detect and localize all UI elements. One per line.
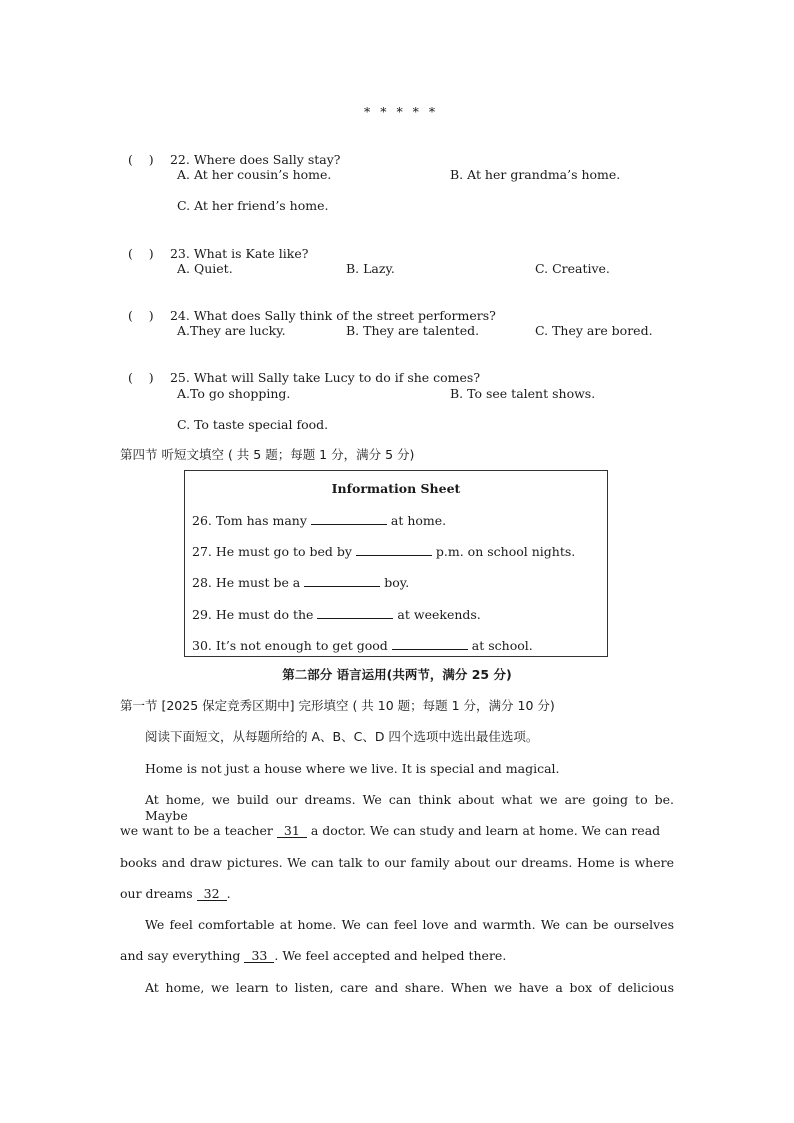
info-row-suffix: p.m. on school nights. [435, 544, 576, 559]
blank-32[interactable]: 32 [197, 887, 227, 901]
fill-blank-26[interactable] [311, 512, 387, 525]
section-4-heading: 第四节 听短文填空 ( 共 5 题；每题 1 分，满分 5 分) [120, 447, 415, 462]
info-row-prefix: 30. It’s not enough to get good [192, 638, 388, 653]
option-b: B. They are talented. [346, 323, 480, 338]
info-row-suffix: at home. [390, 513, 447, 528]
passage-line: At home, we build our dreams. We can think about what we are going to be. Maybe [145, 792, 674, 823]
passage-line: We feel comfortable at home. We can feel love and warmth. We can be ourselves [145, 917, 674, 932]
option-b: B. To see talent shows. [450, 386, 596, 401]
part-2-title: 第二部分 语言运用(共两节，满分 25 分) [282, 667, 512, 682]
blank-33[interactable]: 33 [244, 949, 274, 963]
info-row-suffix: at weekends. [397, 607, 481, 622]
question-number: 23. [169, 246, 190, 261]
option-b: B. At her grandma’s home. [450, 167, 621, 182]
option-c: C. To taste special food. [177, 417, 329, 432]
fill-blank-30[interactable] [392, 637, 468, 650]
answer-paren[interactable]: ( ) [127, 370, 154, 385]
passage-text: . We feel accepted and helped there. [274, 948, 507, 963]
passage-line [120, 948, 676, 964]
question-number: 25. [169, 370, 190, 385]
fill-blank-28[interactable] [304, 574, 380, 587]
question-24 [120, 292, 496, 324]
option-c: C. They are bored. [535, 323, 653, 338]
passage-line: At home, we learn to listen, care and share. When we have a box of delicious [145, 980, 674, 995]
passage-line: books and draw pictures. We can talk to our family about our dreams. Home is where [120, 855, 674, 870]
question-23 [120, 230, 308, 262]
option-c: C. At her friend’s home. [177, 198, 329, 213]
option-a: A. At her cousin’s home. [177, 167, 332, 182]
answer-paren[interactable]: ( ) [127, 152, 154, 167]
info-row-prefix: 28. He must be a [192, 575, 301, 590]
info-row-29 [192, 606, 481, 623]
info-row-30 [192, 637, 533, 654]
question-text: What does Sally think of the street performers? [193, 308, 496, 323]
answer-paren[interactable]: ( ) [127, 246, 154, 261]
info-row-26 [192, 512, 446, 529]
info-row-prefix: 27. He must go to bed by [192, 544, 352, 559]
option-a: A.To go shopping. [177, 386, 291, 401]
passage-text: and say everything [120, 948, 241, 963]
info-row-suffix: boy. [384, 575, 410, 590]
passage-text: our dreams [120, 886, 193, 901]
info-row-27 [192, 543, 575, 560]
info-row-28 [192, 574, 409, 591]
question-number: 22. [169, 152, 190, 167]
section-1-heading: 第一节 [2025 保定竞秀区期中] 完形填空 ( 共 10 题；每题 1 分，满分 10 分) [120, 698, 555, 713]
question-22 [120, 136, 340, 168]
passage-text: . [226, 886, 231, 901]
question-text: What will Sally take Lucy to do if she comes? [193, 370, 481, 385]
question-text: Where does Sally stay? [193, 152, 341, 167]
passage-text: we want to be a teacher [120, 823, 273, 838]
question-text: What is Kate like? [193, 246, 309, 261]
question-25 [120, 354, 480, 386]
fill-blank-27[interactable] [356, 543, 432, 556]
option-a: A. Quiet. [177, 261, 233, 276]
info-row-suffix: at school. [471, 638, 533, 653]
option-b: B. Lazy. [346, 261, 395, 276]
information-sheet-title: Information Sheet [331, 481, 461, 496]
option-a: A.They are lucky. [177, 323, 286, 338]
answer-paren[interactable]: ( ) [127, 308, 154, 323]
passage-text: a doctor. We can study and learn at home. We can read [310, 823, 661, 838]
info-row-prefix: 29. He must do the [192, 607, 314, 622]
option-c: C. Creative. [535, 261, 610, 276]
passage-line [120, 886, 676, 902]
info-row-prefix: 26. Tom has many [192, 513, 307, 528]
passage-paragraph-1: Home is not just a house where we live. It is special and magical. [145, 761, 560, 776]
section-separator-stars: * * * * * [364, 104, 439, 119]
blank-31[interactable]: 31 [277, 824, 307, 838]
question-number: 24. [169, 308, 190, 323]
instruction-text: 阅读下面短文，从每题所给的 A、B、C、D 四个选项中选出最佳选项。 [145, 729, 539, 744]
passage-line [120, 823, 676, 839]
information-sheet [184, 470, 608, 657]
fill-blank-29[interactable] [317, 606, 393, 619]
